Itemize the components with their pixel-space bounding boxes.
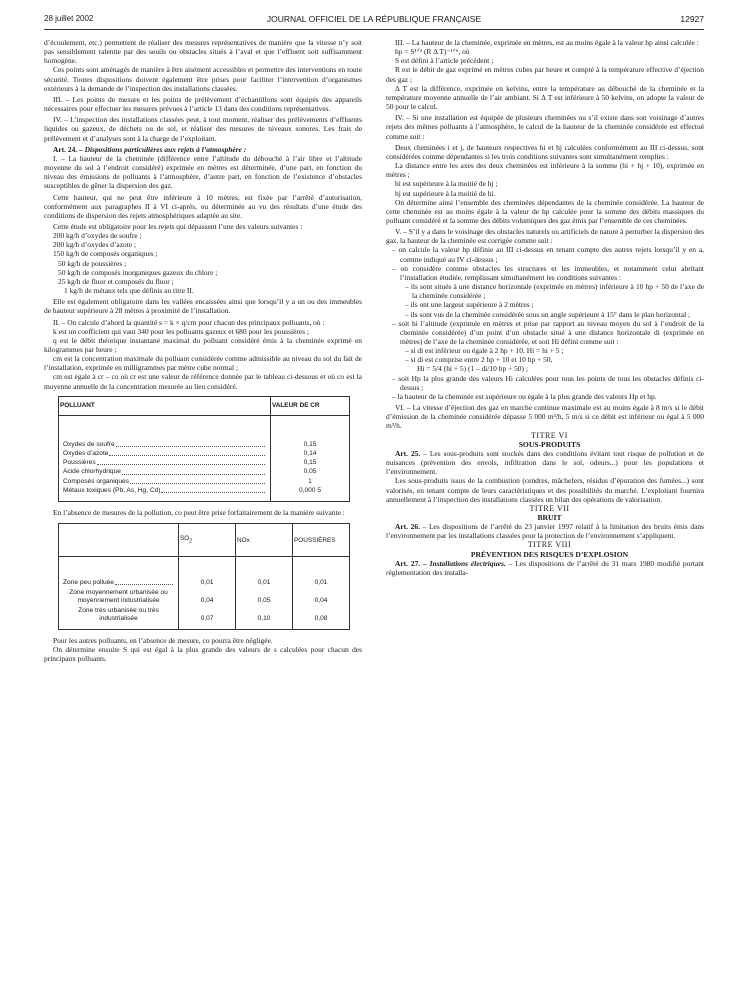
list-item: – si di est comprise entre 2 hp + 10 et 10 hp + 50, [405,355,553,365]
table-row [59,477,350,486]
paragraph: I. – La hauteur de la cheminée (différence entre l’altitude du débouché à l’air libre et l’altitude moyenne du sol à l’endroit considéré) exprimée en mètres est déterminée, d’une part, en fonction du niveau des émissions de polluants à l’atmosphère, d’autre part, en fonction de l’existence d’obstacles susceptibles de gêner la dispersion des gaz. [44,153,362,191]
paragraph: Art. 26. – Les dispositions de l’arrêté du 23 janvier 1997 relatif à la limitation des bruits émis dans l’environnement par les installations classées pour la protection de l’environnement s’appliquent. [386,522,704,541]
paragraph: Δ T est la différence, exprimée en kelvins, entre la température au débouché de la cheminée et la température moyenne annuelle de l’air ambiant. Si Δ T est inférieure à 50 kelvins, on adopte la valeur de 50 pour le calcul. [386,83,704,112]
list-item: – si di est inférieur ou égale à 2 hp + 10, Hi = hi + 5 ; [405,346,564,356]
table-cell: Oxydes de soufre [63,440,115,448]
section-title: TITRE VI [531,430,568,440]
formula: Hi = 5/4 (hi + 5) (1 – di/10 hp + 50) ; [417,364,528,374]
paragraph: hj est supérieure à la moitié de hi. [395,188,496,198]
table-cell: 0,04 [179,587,236,605]
section-subtitle: PRÉVENTION DES RISQUES D’EXPLOSION [470,549,629,559]
paragraph: Elle est également obligatoire dans les vallées encaissées ainsi que lorsqu’il y a un ou des immeubles de hauteur supérieure à 28 mètres à proximité de l’installation. [44,297,362,316]
list-item: – soit hi l’altitude (exprimée en mètres et prise par rapport au niveau moyen du sol à l’endroit de la cheminée considérée) d’un point d’un obstacle situé à une distance horizontale di (exprimée en mètres) de l’axe de la cheminée considérée, et soit Hi défini comme suit : [392,318,704,346]
header-journal-title: JOURNAL OFFICIEL DE LA RÉPUBLIQUE FRANÇAISE [266,14,482,24]
article-title: – Dispositions particulières aux rejets à l’atmosphère : [77,144,247,154]
table-cell: 0,07 [179,605,236,630]
table-cell: 0,08 [293,605,350,630]
table-cell: 0,01 [293,557,350,588]
paragraph: Cette étude est obligatoire pour les rejets qui dépassent l’une des valeurs suivantes : [53,221,303,231]
paragraph: cm est égale à cr – co où cr est une valeur de référence donnée par le tableau ci-dessous et où co est la moyenne annuelle de la concentration mesurée au lieu considéré. [44,372,362,391]
table-row [59,458,350,467]
paragraph: IV. – Si une installation est équipée de plusieurs cheminées ou s’il existe dans son voisinage d’autres rejets des mêmes polluants à l’atmosphère, le calcul de la hauteur de la cheminée considérée est effectué comme suit : [386,113,704,141]
formula: hp = S¹ᐟ² (R Δ T)⁻¹ᐟ⁶, où [395,47,470,57]
table-cell: Métaux toxiques (Pb, As, Hg, Cd) [63,486,161,494]
table-row [59,605,350,630]
table-row [59,557,350,588]
table-cell: 0,04 [293,587,350,605]
article-24-heading [44,145,362,154]
list-item: – on calcule la valeur hp définie au III ci-dessus en tenant compte des autres rejets lorsqu’il y en a, comme indiqué au IV ci-dessus ; [392,245,704,264]
article-label: Art. 27. [395,558,421,568]
table-cell: 0,15 [271,415,350,449]
paragraph: Les sous-produits issus de la combustion (cendres, mâchefers, résidus d’épuration des fumées...) sont valorisés, en tenant compte de leurs caractéristiques et des possibilités du marché. L’exploitant fournira annuellement à l’inspection des installations classées un bilan des opérations de valorisation. [386,476,704,504]
paragraph: Pour les autres polluants, en l’absence de mesure, co pourra être négligée. [53,636,273,646]
list-item: – ils sont vus de la cheminée considérée sous un angle supérieure à 15° dans le plan horizontal ; [405,309,691,319]
section-subtitle: BRUIT [537,512,562,522]
paragraph: Art. 25. – Les sous-produits sont stockés dans des conditions évitant tout risque de pollution et de nuisances (prévention des envols, infiltration dans le sol, odeurs...) pour les populations et l’environnement. [386,448,704,477]
table-cell: 0,01 [179,557,236,588]
paragraph: cm est la concentration maximale du polluant considérée comme admissible au niveau du sol du fait de l’installation, exprimée en milligrammes par mètre cube normal ; [44,354,362,373]
paragraph: La distance entre les axes des deux cheminées est inférieure à la somme (hi + hj + 10), exprimée en mètres ; [386,161,704,180]
table-cell: 0,05 [271,467,350,476]
table-header: NOx [236,524,293,557]
paragraph: q est le débit théorique instantané maximal du polluant considéré émis à la cheminée exprimé en kilogrammes par heure ; [44,335,362,354]
reference-values-table [58,396,350,502]
paragraph: S est défini à l’article précédent ; [395,56,494,66]
paragraph: d’écoulement, etc.) permettent de réaliser des mesures représentatives de manière que la vitesse n’y soit pas sensiblement ralentie par des seuils ou obstacles situés à l’aval et que l’effluent soit suffisamment homogène. [44,38,362,66]
section-title: TITRE VII [529,503,570,513]
list-item: 1 kg/h de métaux tels que définis au titre II. [64,286,194,296]
list-item: – ils ont une largeur supérieure à 2 mètres ; [405,300,534,310]
table-cell: 0,14 [271,449,350,458]
paragraph: V. – S’il y a dans le voisinage des obstacles naturels ou artificiels de nature à perturber la dispersion des gaz, la hauteur de la cheminée est corrigée comme suit : [386,227,704,246]
paragraph: k est un coefficient qui vaut 340 pour les polluants gazeux et 680 pour les poussières ; [53,326,309,336]
paragraph: R est le débit de gaz exprimé en mètres cubes par heure et compté à la température effective d’éjection des gaz ; [386,65,704,84]
table-header [59,524,179,557]
table-row [59,467,350,476]
table-cell: 0,15 [271,458,350,467]
paragraph: II. – On calcule d’abord la quantité s = k × q/cm pour chacun des principaux polluants, où : [53,317,325,327]
header-page-number: 12927 [680,14,704,24]
header-date: 28 juillet 2002 [44,14,94,23]
table-cell: 0,05 [236,587,293,605]
paragraph: III. – Les points de mesure et les points de prélèvement d’échantillons sont équipés des appareils nécessaires pour effectuer les mesures prévues à l’article 13 dans des conditions représentatives. [44,94,362,114]
table-row [59,587,350,605]
list-item: – soit Hp la plus grande des valeurs Hi calculées pour tous les points de tous les obstacles définis ci-dessus ; [392,373,704,392]
list-item: 50 kg/h de poussières ; [58,258,127,268]
list-item: 200 kg/h d’oxydes de soufre ; [53,231,142,241]
list-item: – ils sont situés à une distance horizontale (exprimée en mètres) inférieure à 10 hp + 50 de l’axe de la cheminée considérée ; [405,282,704,301]
table-header: POLLUANT [59,396,271,415]
article-label: Art. 24. [53,144,78,154]
paragraph: IV. – L’inspection des installations classées peut, à tout moment, réaliser des prélèvements d’effluents liquides ou gazeux, de déchets ou de sol, et réaliser des mesures de niveaux sonores. Les frais de prélèvement et d’analyses sont à la charge de l’exploitant. [44,115,362,143]
table-cell: 1 [271,477,350,486]
list-item: – on considère comme obstacles les structures et les immeubles, et notamment celui abritant l’installation étudiée, remplissant simultanément les conditions suivantes : [392,263,704,282]
paragraph: On détermine ainsi l’ensemble des cheminées dépendantes de la cheminée considérée. La hauteur de cette cheminée est au moins égale à la valeur de hp calculée pour la somme des débits massiques du polluant considéré et la somme des débits volumiques des gaz émis par l’ensemble de ces cheminées. [386,197,704,225]
list-item: 50 kg/h de composés inorganiques gazeux du chlore ; [58,267,218,277]
paragraph: En l’absence de mesures de la pollution, co peut être prise forfaitairement de la manière suivante : [53,508,345,517]
table-cell: Zone moyennement urbanisée ou moyennement industrialisée [59,587,179,605]
paragraph: VI. – La vitesse d’éjection des gaz en marche continue maximale est au moins égale à 8 m/s si le débit d’émission de la cheminée considérée dépasse 5 000 m³/h, 5 m/s si ce débit est inférieur ou égal à 5 000 m³/h. [386,403,704,431]
table-row [59,415,350,449]
table-header: $SO_2$ [179,524,236,557]
table-cell: Composés organiques [63,477,129,485]
paragraph: Ces points sont aménagés de manière à être aisément accessibles et permettre des interventions en toute sécurité. Toutes dispositions doivent également être prises pour faciliter l’intervention d’organismes extérieurs à la demande de l’inspection des installations classées. [44,65,362,93]
table-cell: Acide chlorhydrique [63,468,121,476]
paragraph: On détermine ensuite S qui est égal à la plus grande des valeurs de s calculées pour chacun des principaux polluants. [44,645,362,664]
paragraph: Deux cheminées i et j, de hauteurs respectives hi et hj calculées conformément au III ci-dessus, sont considérées comme dépendantes si les trois conditions suivantes sont simultanément remplies : [386,142,704,161]
background-concentration-table [58,523,350,630]
table-cell: Oxydes d’azote [63,449,109,457]
table-row [59,449,350,458]
table-cell: Zone peu polluée [63,579,114,587]
table-cell: 0,10 [236,605,293,630]
left-column [44,38,362,664]
table-cell: Zone très urbanisée ou très industrialisée [59,605,179,630]
list-item: – la hauteur de la cheminée est supérieure ou égale à la plus grande des valeurs Hp et hp. [392,391,657,401]
header-rule [44,29,704,30]
article-label: Art. 26. [395,522,420,532]
article-label: Art. 25. [395,448,421,458]
list-item: 200 kg/h d’oxydes d’azote ; [53,240,137,250]
list-item: 25 kg/h de fluor et composés du fluor ; [58,276,174,286]
right-column [386,38,704,577]
table-cell: 0,01 [236,557,293,588]
table-cell: Poussières [63,459,96,467]
table-cell: 0,000 5 [271,486,350,502]
table-header: POUSSIÈRES [293,524,350,557]
list-item: 150 kg/h de composés organiques ; [53,249,158,259]
table-row [59,486,350,502]
paragraph: hi est supérieure à la moitié de hj ; [395,179,498,189]
paragraph: III. – La hauteur de la cheminée, exprimée en mètres, est au moins égale à la valeur hp ainsi calculée : [395,38,699,47]
paragraph: Cette hauteur, qui ne peut être inférieure à 10 mètres, est fixée par l’arrêté d’autorisation, conformément aux paragraphes II à VI ci-après, ou déterminée au vu des résultats d’une étude des conditions de dispersion des rejets atmosphériques adaptée au site. [44,192,362,220]
paragraph: Art. 27. – Installations électriques. – Les dispositions de l’arrêté du 31 mars 1980 modifié portant réglementation des installa- [386,558,704,577]
article-title: – Installations électriques. [420,558,506,568]
section-title: TITRE VIII [527,540,572,550]
page-header [44,14,704,28]
table-header: VALEUR DE CR [271,396,350,415]
section-subtitle: SOUS-PRODUITS [518,439,581,449]
